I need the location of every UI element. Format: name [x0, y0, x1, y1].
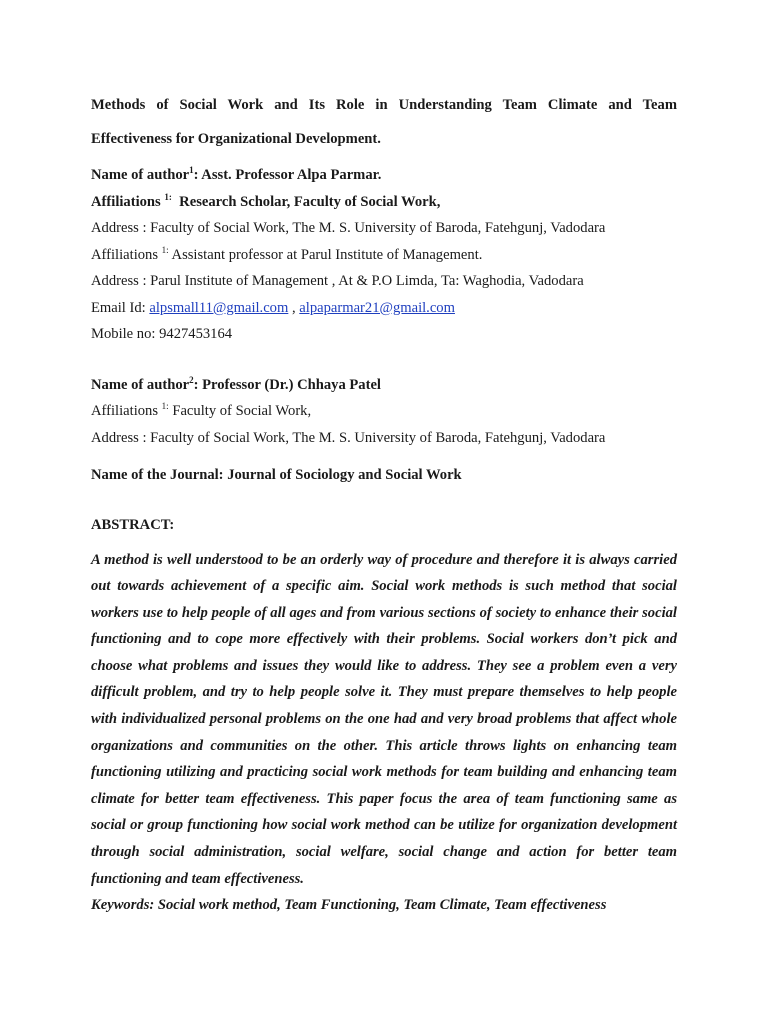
author2-affiliation-text: Faculty of Social Work, [168, 403, 312, 419]
email-link-1[interactable]: alpsmall11@gmail.com [149, 299, 289, 316]
author1-affiliation2-label: Affiliations [91, 246, 162, 263]
author1-address2: Address : Parul Institute of Management , At & P.O Limda, Ta: Waghodia, Vadodara [91, 273, 584, 289]
author1-affiliation2-sup: 1: [161, 244, 169, 255]
author1-mobile: Mobile no: 9427453164 [91, 326, 233, 342]
keywords: Keywords: Social work method, Team Functioning, Team Climate, Team effectiveness [91, 897, 607, 914]
author1-name: : Asst. Professor Alpa Parmar. [193, 167, 382, 183]
author1-affiliation1 [91, 189, 677, 216]
author2-heading [91, 372, 677, 399]
author2-sup: 2 [189, 374, 194, 385]
author1-affiliation1-sup: 1: [164, 191, 172, 202]
spacer [91, 538, 677, 547]
spacer [91, 348, 677, 372]
abstract-heading: ABSTRACT: [91, 516, 175, 533]
page-content [91, 88, 677, 918]
title-line-1: Methods of Social Work and Its Role in Understanding Team Climate and Team [91, 97, 677, 113]
abstract-body: A method is well understood to be an orderly way of procedure and therefore it is always carried out towards achievement of a specific aim. Social work methods is such method that social workers use to help people of all ages and from various sections of society to enhance their social functioning and to cope more effectively with their problems. Social workers don’t pick and choose what problems and issues they would like to address. They see a problem even a very difficult problem, and try to help people solve it. They must prepare themselves to help people with individualized personal problems on the one had and very broad problems that affect whole organizations and communities on the other. This article throws lights on enhancing team functioning utilizing and practicing social work methods for team building and enhancing team climate for better team effectiveness. This paper focus the area of team functioning same as social or group functioning how social work method can be utilize for organization development through social administration, social welfare, social change and action for better team functioning and team effectiveness. [91, 551, 677, 887]
author1-label: Name of author [91, 167, 190, 183]
author1-heading [91, 162, 677, 189]
author1-affiliation1-label: Affiliations [91, 193, 165, 210]
spacer [91, 451, 677, 462]
paper-title [91, 88, 677, 156]
author2-affiliation-sup: 1: [161, 401, 169, 412]
author1-email [91, 295, 677, 322]
author1-affiliation2 [91, 242, 677, 269]
author1-sup: 1 [189, 165, 194, 176]
author1-affiliation1-text: Research Scholar, Faculty of Social Work, [171, 193, 441, 210]
title-line-2: Effectiveness for Organizational Development. [91, 131, 381, 147]
author2-name: : Professor (Dr.) Chhaya Patel [193, 376, 381, 393]
author1-affiliation2-text: Assistant professor at Parul Institute of Management. [168, 246, 483, 263]
spacer [91, 489, 677, 512]
email-link-2[interactable]: alpaparmar21@gmail.com [299, 299, 455, 316]
email-separator: , [288, 299, 300, 316]
author2-affiliation [91, 398, 677, 425]
author1-address1: Address : Faculty of Social Work, The M. S. University of Baroda, Fatehgunj, Vadodara [91, 220, 606, 236]
author2-label: Name of author [91, 376, 190, 393]
journal-name: Name of the Journal: Journal of Sociology and Social Work [91, 467, 462, 483]
email-label: Email Id: [91, 299, 150, 316]
author2-address: Address : Faculty of Social Work, The M. S. University of Baroda, Fatehgunj, Vadodara [91, 429, 606, 446]
author2-affiliation-label: Affiliations [91, 403, 162, 419]
